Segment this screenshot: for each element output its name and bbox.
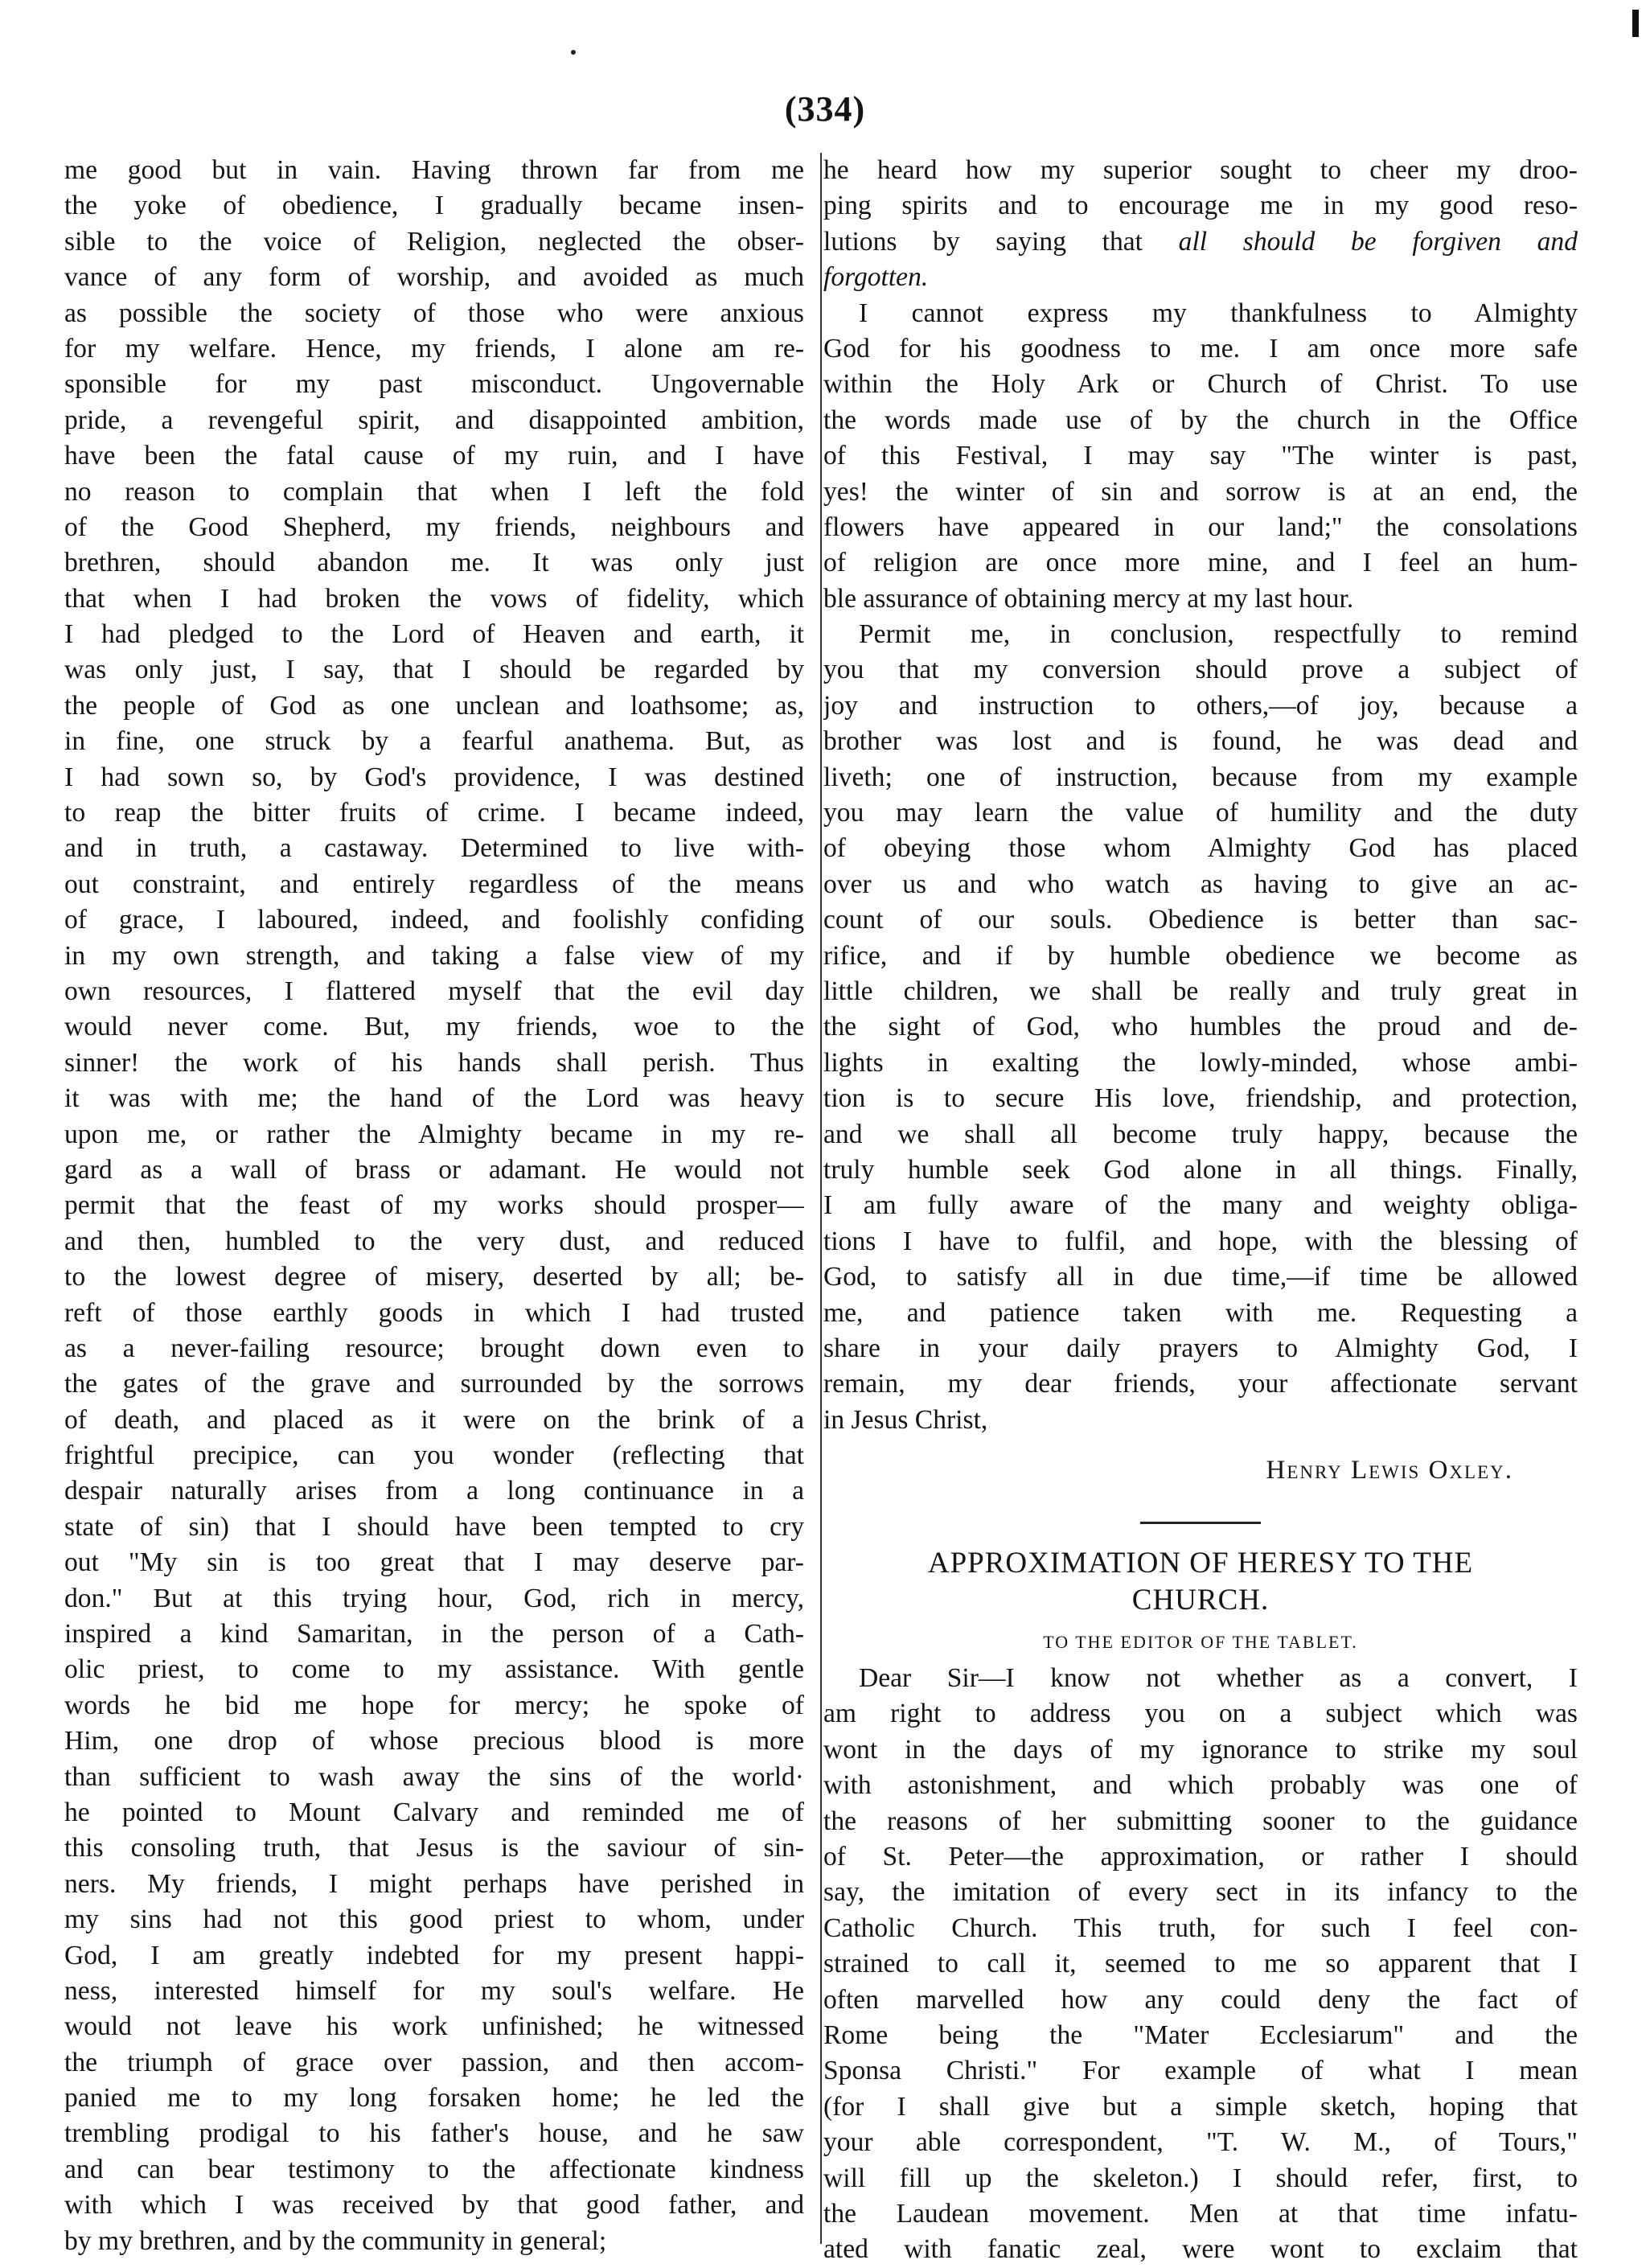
text-line: God, I am greatly indebted for my present happi- xyxy=(64,1940,804,1970)
text-line: truly humble seek God alone in all things. Finally, xyxy=(823,1154,1578,1185)
text-line: it was with me; the hand of the Lord was heavy xyxy=(64,1083,804,1114)
text-line: Sponsa Christi." For example of what I mean xyxy=(823,2056,1578,2086)
text-line: out "My sin is too great that I may deserve par- xyxy=(64,1547,804,1578)
text-line: my sins had not this good priest to whom, under xyxy=(64,1904,804,1935)
text-line: he pointed to Mount Calvary and reminded me of xyxy=(64,1797,804,1827)
text-line: with astonishment, and which probably was one of xyxy=(823,1770,1578,1801)
text-line: me, and patience taken with me. Requesting a xyxy=(823,1297,1578,1328)
text-line: sible to the voice of Religion, neglected the obser- xyxy=(64,226,804,257)
text-line: no reason to complain that when I left the fold xyxy=(64,476,804,507)
text-line: the words made use of by the church in the Office xyxy=(823,405,1578,435)
text-line: the Laudean movement. Men at that time infatu- xyxy=(823,2198,1578,2229)
text-line: flowers have appeared in our land;" the consolations xyxy=(823,512,1578,542)
text-line: and in truth, a castaway. Determined to live with- xyxy=(64,833,804,864)
text-line: as a never-failing resource; brought down even to xyxy=(64,1333,804,1363)
text-line: olic priest, to come to my assistance. With gentle xyxy=(64,1654,804,1685)
text-line: Dear Sir—I know not whether as a convert, I xyxy=(859,1663,1578,1694)
text-line: this consoling truth, that Jesus is the saviour of sin- xyxy=(64,1833,804,1863)
letter-continuation xyxy=(823,153,1578,224)
text-line: God, to satisfy all in due time,—if time be allowed xyxy=(823,1262,1578,1292)
text-line: little children, we shall be really and truly great in xyxy=(823,976,1578,1006)
text-line: remain, my dear friends, your affectionate servant xyxy=(823,1369,1578,1399)
text-line: gard as a wall of brass or adamant. He would not xyxy=(64,1154,804,1185)
text-line: in my own strength, and taking a false view of my xyxy=(64,940,804,971)
text-line: of grace, I laboured, indeed, and foolishly confiding xyxy=(64,905,804,935)
text-line: God for his goodness to me. I am once more safe xyxy=(823,333,1578,364)
text-line: the people of God as one unclean and loathsome; as, xyxy=(64,690,804,721)
text-line: and we shall all become truly happy, because the xyxy=(823,1119,1578,1149)
text-line: rifice, and if by humble obedience we become as xyxy=(823,940,1578,971)
text-line: frightful precipice, can you wonder (reflecting that xyxy=(64,1440,804,1471)
text-line: of the Good Shepherd, my friends, neighbours and xyxy=(64,512,804,542)
signature: Henry Lewis Oxley. xyxy=(1266,1456,1513,1485)
text-line: the triumph of grace over passion, and then accom- xyxy=(64,2047,804,2077)
text-line: of this Festival, I may say "The winter is past, xyxy=(823,441,1578,471)
text-line: upon me, or rather the Almighty became in my re- xyxy=(64,1119,804,1149)
text-line: than sufficient to wash away the sins of the world· xyxy=(64,1761,804,1792)
text-line: sinner! the work of his hands shall perish. Thus xyxy=(64,1047,804,1078)
edge-mark xyxy=(1632,10,1639,37)
text-line: vance of any form of worship, and avoided as much xyxy=(64,262,804,293)
page-number: (334) xyxy=(784,89,866,129)
text-line: that when I had broken the vows of fidelity, which xyxy=(64,583,804,614)
left-column xyxy=(64,153,804,2259)
text-line: would not leave his work unfinished; he witnessed xyxy=(64,2011,804,2042)
italic-phrase: all should be forgiven and xyxy=(1178,226,1578,257)
text-line: I had pledged to the Lord of Heaven and earth, it xyxy=(64,619,804,650)
text-line: share in your daily prayers to Almighty God, I xyxy=(823,1333,1578,1363)
text-line: you that my conversion should prove a subject of xyxy=(823,655,1578,685)
text-line: by my brethren, and by the community in general; xyxy=(64,2225,607,2256)
letter-body xyxy=(823,296,1578,1439)
text-line: say, the imitation of every sect in its infancy to the xyxy=(823,1877,1578,1908)
text-line: to reap the bitter fruits of crime. I became indeed, xyxy=(64,798,804,828)
text-line: tions I have to fulfil, and hope, with the blessing of xyxy=(823,1226,1578,1256)
text-line: own resources, I flattered myself that the evil day xyxy=(64,976,804,1006)
text-line: the gates of the grave and surrounded by the sorrows xyxy=(64,1369,804,1399)
text-line: sponsible for my past misconduct. Ungovernable xyxy=(64,369,804,400)
text-line: and can bear testimony to the affectionate kindness xyxy=(64,2154,804,2184)
text-line: I am fully aware of the many and weighty obliga- xyxy=(823,1190,1578,1221)
text-line: pride, a revengeful spirit, and disappointed ambition, xyxy=(64,405,804,435)
text-line: strained to call it, seemed to me so apparent that I xyxy=(823,1949,1578,1979)
text-line-plain: lutions by saying that xyxy=(823,226,1143,257)
text-line: ping spirits and to encourage me in my good reso- xyxy=(823,191,1578,221)
text-line: trembling prodigal to his father's house, and he saw xyxy=(64,2118,804,2149)
text-line: ated with fanatic zeal, were wont to exclaim that xyxy=(823,2234,1578,2265)
text-line: ness, interested himself for my soul's welfare. He xyxy=(64,1975,804,2006)
text-line: the yoke of obedience, I gradually became insen- xyxy=(64,191,804,221)
text-line: words he bid me hope for mercy; he spoke of xyxy=(64,1690,804,1720)
text-line: inspired a kind Samaritan, in the person of a Cath- xyxy=(64,1619,804,1650)
article-body xyxy=(823,1661,1578,2268)
text-line: was only just, I say, that I should be regarded by xyxy=(64,655,804,685)
text-line: with which I was received by that good father, and xyxy=(64,2190,804,2221)
text-line: brethren, should abandon me. It was only just xyxy=(64,548,804,578)
text-line: will fill up the skeleton.) I should refer, first, to xyxy=(823,2163,1578,2193)
text-line: lights in exalting the lowly-minded, whose ambi- xyxy=(823,1047,1578,1078)
text-line: of death, and placed as it were on the brink of a xyxy=(64,1404,804,1435)
text-line: of St. Peter—the approximation, or rather I should xyxy=(823,1842,1578,1872)
text-line: in fine, one struck by a fearful anathema. But, as xyxy=(64,726,804,757)
text-line: you may learn the value of humility and the duty xyxy=(823,798,1578,828)
column-divider xyxy=(820,153,822,2244)
text-line: your able correspondent, "T. W. M., of Tours," xyxy=(823,2127,1578,2158)
text-line xyxy=(823,224,1578,260)
text-line: ners. My friends, I might perhaps have perished in xyxy=(64,1868,804,1899)
text-line: liveth; one of instruction, because from my example xyxy=(823,762,1578,792)
text-line: to the lowest degree of misery, deserted by all; be- xyxy=(64,1262,804,1292)
italic-line: forgotten. xyxy=(823,262,929,293)
right-column xyxy=(823,153,1578,2268)
text-line: Rome being the "Mater Ecclesiarum" and the xyxy=(823,2019,1578,2050)
section-separator xyxy=(1140,1522,1261,1524)
text-line: for my welfare. Hence, my friends, I alone am re- xyxy=(64,333,804,364)
text-line: despair naturally arises from a long continuance in a xyxy=(64,1476,804,1506)
text-line: ble assurance of obtaining mercy at my last hour. xyxy=(823,583,1354,614)
text-line: the sight of God, who humbles the proud and de- xyxy=(823,1012,1578,1042)
text-line: often marvelled how any could deny the fact of xyxy=(823,1984,1578,2015)
text-line: am right to address you on a subject which was xyxy=(823,1699,1578,1729)
text-line: over us and who watch as having to give an ac- xyxy=(823,869,1578,899)
text-line: and then, humbled to the very dust, and reduced xyxy=(64,1226,804,1256)
text-line: out constraint, and entirely regardless of the means xyxy=(64,869,804,899)
text-line: (for I shall give but a simple sketch, hoping that xyxy=(823,2091,1578,2122)
text-line: Permit me, in conclusion, respectfully to remind xyxy=(859,619,1578,650)
text-line: I had sown so, by God's providence, I was destined xyxy=(64,762,804,792)
text-line: panied me to my long forsaken home; he led the xyxy=(64,2083,804,2114)
text-line: the reasons of her submitting sooner to the guidance xyxy=(823,1806,1578,1836)
article-title-line-2: CHURCH. xyxy=(1131,1584,1270,1617)
text-line: me good but in vain. Having thrown far from me xyxy=(64,155,804,185)
text-line: brother was lost and is found, he was dead and xyxy=(823,726,1578,757)
ink-dot xyxy=(571,50,576,55)
text-line: joy and instruction to others,—of joy, because a xyxy=(823,690,1578,721)
text-line: wont in the days of my ignorance to strike my soul xyxy=(823,1734,1578,1765)
text-line: state of sin) that I should have been tempted to cry xyxy=(64,1511,804,1542)
article-subtitle: TO THE EDITOR OF THE TABLET. xyxy=(1043,1632,1358,1653)
text-line: in Jesus Christ, xyxy=(823,1404,988,1435)
text-line: have been the fatal cause of my ruin, and I have xyxy=(64,441,804,471)
text-line: reft of those earthly goods in which I had trusted xyxy=(64,1297,804,1328)
article-title-line-1: APPROXIMATION OF HERESY TO THE xyxy=(927,1547,1474,1580)
text-line: permit that the feast of my works should prosper— xyxy=(64,1190,804,1221)
text-line: within the Holy Ark or Church of Christ. To use xyxy=(823,369,1578,400)
text-line: Catholic Church. This truth, for such I feel con- xyxy=(823,1913,1578,1943)
text-line: don." But at this trying hour, God, rich in mercy, xyxy=(64,1583,804,1613)
text-line: of religion are once more mine, and I feel an hum- xyxy=(823,548,1578,578)
text-line: he heard how my superior sought to cheer my droo- xyxy=(823,155,1578,185)
text-line: I cannot express my thankfulness to Almighty xyxy=(859,298,1578,328)
text-line: yes! the winter of sin and sorrow is at an end, the xyxy=(823,476,1578,507)
text-line: would never come. But, my friends, woe to the xyxy=(64,1012,804,1042)
text-line: Him, one drop of whose precious blood is more xyxy=(64,1726,804,1756)
text-line: as possible the society of those who were anxious xyxy=(64,298,804,328)
text-line: of obeying those whom Almighty God has placed xyxy=(823,833,1578,864)
text-line: count of our souls. Obedience is better than sac- xyxy=(823,905,1578,935)
text-line: tion is to secure His love, friendship, and protection, xyxy=(823,1083,1578,1114)
